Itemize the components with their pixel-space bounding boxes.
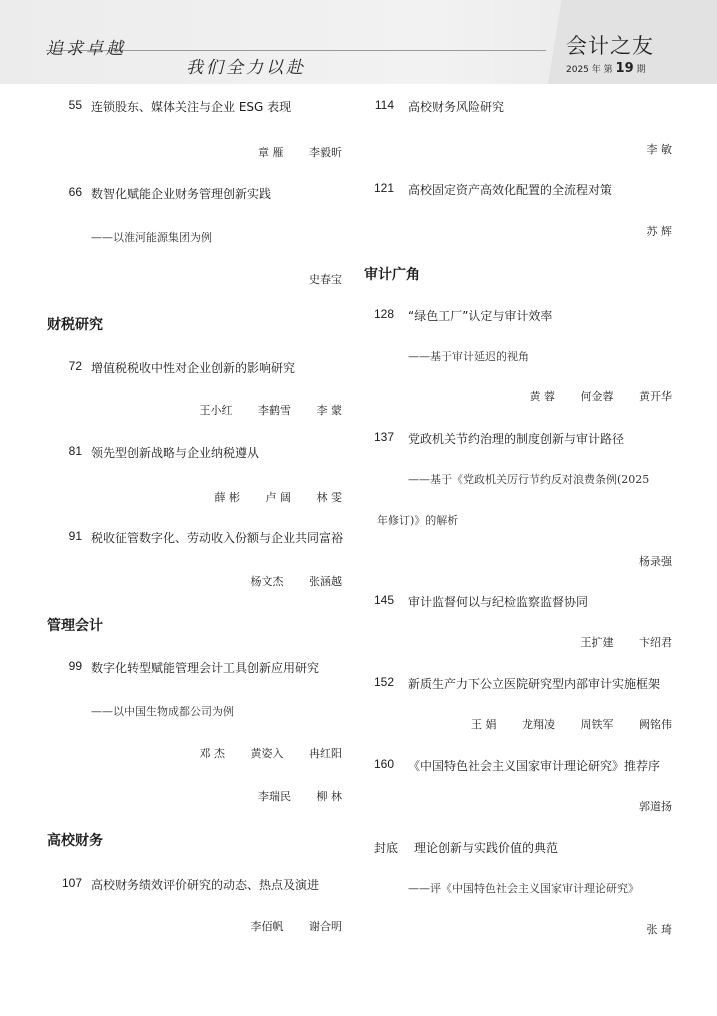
entry-page-number: 66: [68, 185, 82, 199]
entry-page-number: 145: [373, 593, 394, 607]
author: 阙铭伟: [639, 718, 672, 731]
entry-title: 数字化转型赋能管理会计工具创新应用研究: [91, 661, 320, 675]
author: 张涵越: [309, 575, 342, 588]
author: 黄姿入: [250, 747, 284, 760]
entry-title: 高校财务绩效评价研究的动态、热点及演进: [91, 878, 320, 892]
entry-page-number: 114: [374, 98, 394, 112]
entry-authors: [193, 489, 343, 505]
author: 李鹤雪: [258, 404, 291, 417]
entry-title: 理论创新与实践价值的典范: [414, 841, 559, 855]
entry-authors: [617, 798, 672, 814]
author: 李 敏: [646, 143, 672, 156]
author: 苏 辉: [646, 225, 672, 238]
author: 杨文杰: [250, 575, 284, 588]
page-header: [0, 0, 717, 84]
entry-page-number: 160: [373, 757, 394, 771]
author: 冉红阳: [309, 747, 342, 760]
section-heading: 审计广角: [364, 267, 420, 283]
entry-subtitle: ——基于审计延迟的视角: [408, 350, 529, 363]
slogan-line-1: 追求卓越: [46, 39, 126, 59]
author: 李 蒙: [316, 404, 342, 417]
entry-page-number: 55: [68, 98, 82, 112]
entry-page-number: 152: [373, 675, 394, 689]
author: 王扩建: [580, 636, 614, 649]
entry-title: 增值税税收中性对企业创新的影响研究: [91, 361, 296, 375]
entry-authors: [625, 921, 673, 937]
entry-authors: [236, 144, 342, 160]
entry-page-number: 128: [373, 307, 394, 321]
entry-title: 连锁股东、媒体关注与企业 ESG 表现: [91, 100, 292, 114]
section-heading: 财税研究: [47, 317, 103, 333]
entry-title: 《中国特色社会主义国家审计理论研究》推荐序: [408, 759, 661, 773]
author: 郭道扬: [639, 800, 672, 813]
section-heading: 高校财务: [47, 833, 103, 849]
entry-authors: [625, 223, 673, 239]
entry-authors: [508, 388, 673, 404]
entry-authors: [449, 716, 672, 732]
author: 卞绍君: [639, 636, 672, 649]
entry-page-number: 99: [68, 659, 82, 673]
entry-authors: [625, 141, 673, 157]
issue-year: 2025: [566, 65, 589, 75]
author: 邓 杰: [199, 747, 225, 760]
entry-page-number: 137: [373, 430, 394, 444]
entry-page-number: 107: [61, 876, 82, 890]
author: 薛 彬: [214, 491, 240, 504]
author: 王小红: [199, 404, 233, 417]
entry-authors: [178, 745, 343, 761]
entry-authors: [229, 918, 343, 934]
entry-title: 高校固定资产高效化配置的全流程对策: [408, 183, 613, 197]
issue-suffix: 期: [636, 65, 646, 75]
author: 王 娟: [471, 718, 497, 731]
entry-subtitle: ——评《中国特色社会主义国家审计理论研究》: [408, 882, 639, 895]
issue-info: [566, 61, 646, 76]
entry-title: 新质生产力下公立医院研究型内部审计实施框架: [408, 677, 661, 691]
author: 李瑞民: [258, 790, 291, 803]
author: 黄 蓉: [529, 390, 555, 403]
slogan-line-2: 我们全力以赴: [186, 58, 306, 78]
author: 谢合明: [309, 920, 342, 933]
author: 史春宝: [309, 273, 342, 286]
entry-title: “绿色工厂”认定与审计效率: [408, 309, 553, 323]
entry-page-number: 121: [373, 181, 394, 195]
entry-authors: [229, 573, 343, 589]
author: 何金蓉: [580, 390, 614, 403]
entry-title: 税收征管数字化、劳动收入份额与企业共同富裕: [91, 531, 344, 545]
entry-page-number: 91: [68, 529, 82, 543]
entry-title: 领先型创新战略与企业纳税遵从: [91, 446, 260, 460]
author: 黄开华: [639, 390, 672, 403]
entry-subtitle: ——以淮河能源集团为例: [91, 231, 212, 244]
entry-title: 党政机关节约治理的制度创新与审计路径: [408, 432, 625, 446]
entry-authors: [617, 553, 672, 569]
entry-title: 高校财务风险研究: [408, 100, 505, 114]
entry-subtitle-continued: 年修订)》的解析: [377, 514, 459, 527]
entry-authors: [178, 402, 343, 418]
entry-title: 数智化赋能企业财务管理创新实践: [91, 187, 272, 201]
entry-authors: [287, 271, 342, 287]
author: 章 雁: [258, 146, 284, 159]
entry-page-number: 81: [68, 444, 82, 458]
author: 李毅昕: [309, 146, 342, 159]
author: 林 雯: [316, 491, 342, 504]
entry-subtitle: ——基于《党政机关厉行节约反对浪费条例(2025: [408, 473, 650, 486]
entry-authors: [236, 788, 342, 804]
issue-number: 19: [615, 61, 634, 76]
author: 周铁军: [580, 718, 614, 731]
section-heading: 管理会计: [47, 618, 103, 634]
entry-page-number: 72: [68, 359, 82, 373]
journal-name: 会计之友: [566, 34, 654, 58]
entry-title: 审计监督何以与纪检监察监督协同: [408, 595, 589, 609]
author: 李佰帆: [250, 920, 284, 933]
author: 卢 阔: [265, 491, 291, 504]
author: 杨录强: [639, 555, 672, 568]
author: 龙翔凌: [522, 718, 555, 731]
entry-page-number: 封底: [374, 841, 399, 855]
issue-year-suffix: 年 第: [591, 65, 613, 75]
author: 张 琦: [646, 923, 672, 936]
entry-subtitle: ——以中国生物成都公司为例: [91, 705, 234, 718]
entry-authors: [559, 634, 673, 650]
author: 柳 林: [316, 790, 342, 803]
